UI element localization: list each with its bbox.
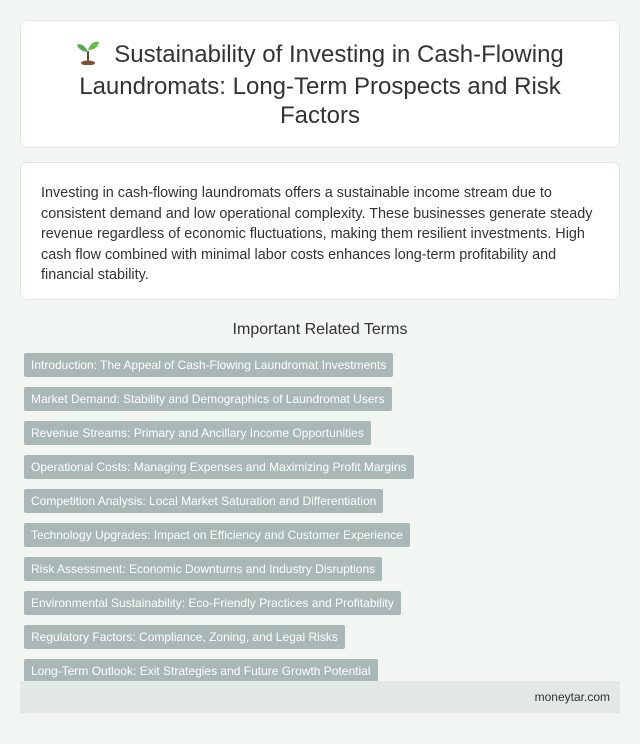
related-term-tag[interactable]: Competition Analysis: Local Market Saturation and Differentiation	[24, 489, 383, 513]
related-term-tag[interactable]: Technology Upgrades: Impact on Efficiency and Customer Experience	[24, 523, 410, 547]
title-text: Sustainability of Investing in Cash-Flowing Laundromats: Long-Term Prospects and Risk Factors	[79, 40, 564, 129]
sprout-icon	[76, 39, 100, 72]
related-term-tag[interactable]: Environmental Sustainability: Eco-Friendly Practices and Profitability	[24, 591, 401, 615]
related-term-tag[interactable]: Operational Costs: Managing Expenses and Maximizing Profit Margins	[24, 455, 414, 479]
related-term-tag[interactable]: Long-Term Outlook: Exit Strategies and Future Growth Potential	[24, 659, 378, 683]
related-terms-heading: Important Related Terms	[232, 321, 408, 338]
related-term-tag[interactable]: Introduction: The Appeal of Cash-Flowing Laundromat Investments	[24, 353, 393, 377]
related-term-tag[interactable]: Market Demand: Stability and Demographics of Laundromat Users	[24, 387, 392, 411]
page-title	[51, 39, 589, 130]
related-term-tag[interactable]: Risk Assessment: Economic Downturns and Industry Disruptions	[24, 557, 382, 581]
related-term-tag[interactable]: Revenue Streams: Primary and Ancillary Income Opportunities	[24, 421, 371, 445]
footer-site-link[interactable]: moneytar.com	[534, 690, 610, 704]
footer	[20, 681, 620, 713]
intro-paragraph: Investing in cash-flowing laundromats offers a sustainable income stream due to consistent demand and low operational complexity. These businesses generate steady revenue regardless of economic fluctuations, making them resilient investments. High cash flow combined with minimal labor costs enhances long-term profitability and financial stability.	[41, 185, 593, 283]
title-card	[20, 20, 620, 148]
related-terms-list	[24, 353, 620, 693]
related-term-tag[interactable]: Regulatory Factors: Compliance, Zoning, and Legal Risks	[24, 625, 345, 649]
intro-card	[20, 162, 620, 300]
